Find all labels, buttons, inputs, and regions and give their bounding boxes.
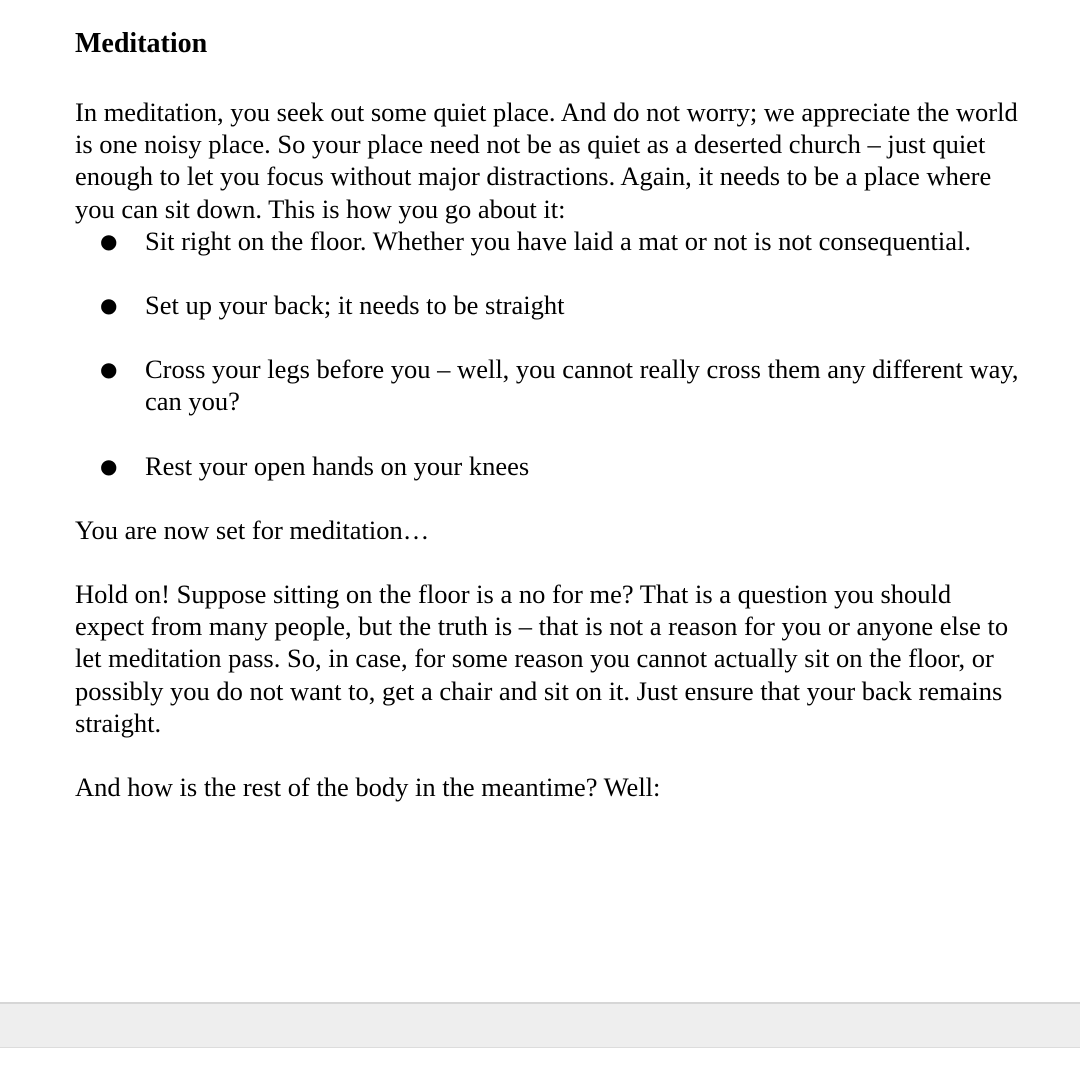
- section-heading: Meditation: [75, 28, 208, 59]
- bullet-icon: ●: [100, 228, 118, 253]
- list-item-text: Rest your open hands on your knees: [145, 450, 530, 481]
- body-paragraph: Hold on! Suppose sitting on the floor is a no for me? That is a question you should expect from many people, but the truth is – that is not a reason for you or anyone else to let meditation pass. So, in case, for some reason you cannot actually sit on the floor, or possibly you do not want to, get a chair and sit on it. Just ensure that your back remains straight.: [75, 579, 1009, 738]
- intro-paragraph: In meditation, you seek out some quiet place. And do not worry; we appreciate the world is one noisy place. So your place need not be as quiet as a deserted church – just quiet enough to let you focus without major distractions. Again, it needs to be a place where you can sit down. This is how you go about it:: [75, 97, 1018, 224]
- bullet-icon: ●: [100, 357, 118, 382]
- list-item: [75, 225, 1020, 257]
- list-item: [75, 289, 1020, 321]
- bullet-icon: ●: [100, 453, 118, 478]
- list-item-text: Sit right on the floor. Whether you have laid a mat or not is not consequential.: [145, 225, 971, 256]
- after-list-paragraph: You are now set for meditation…: [75, 514, 430, 545]
- list-item-text: Set up your back; it needs to be straight: [145, 290, 565, 321]
- closing-paragraph: And how is the rest of the body in the meantime? Well:: [75, 772, 661, 803]
- next-page: [0, 1048, 1080, 1080]
- bullet-icon: ●: [100, 293, 118, 318]
- list-item: [75, 450, 1020, 482]
- list-item-text: Cross your legs before you – well, you cannot really cross them any different way, can you?: [145, 354, 1019, 417]
- page-separator: [0, 1002, 1080, 1048]
- list-item: [75, 353, 1020, 417]
- instruction-list: [75, 225, 1020, 482]
